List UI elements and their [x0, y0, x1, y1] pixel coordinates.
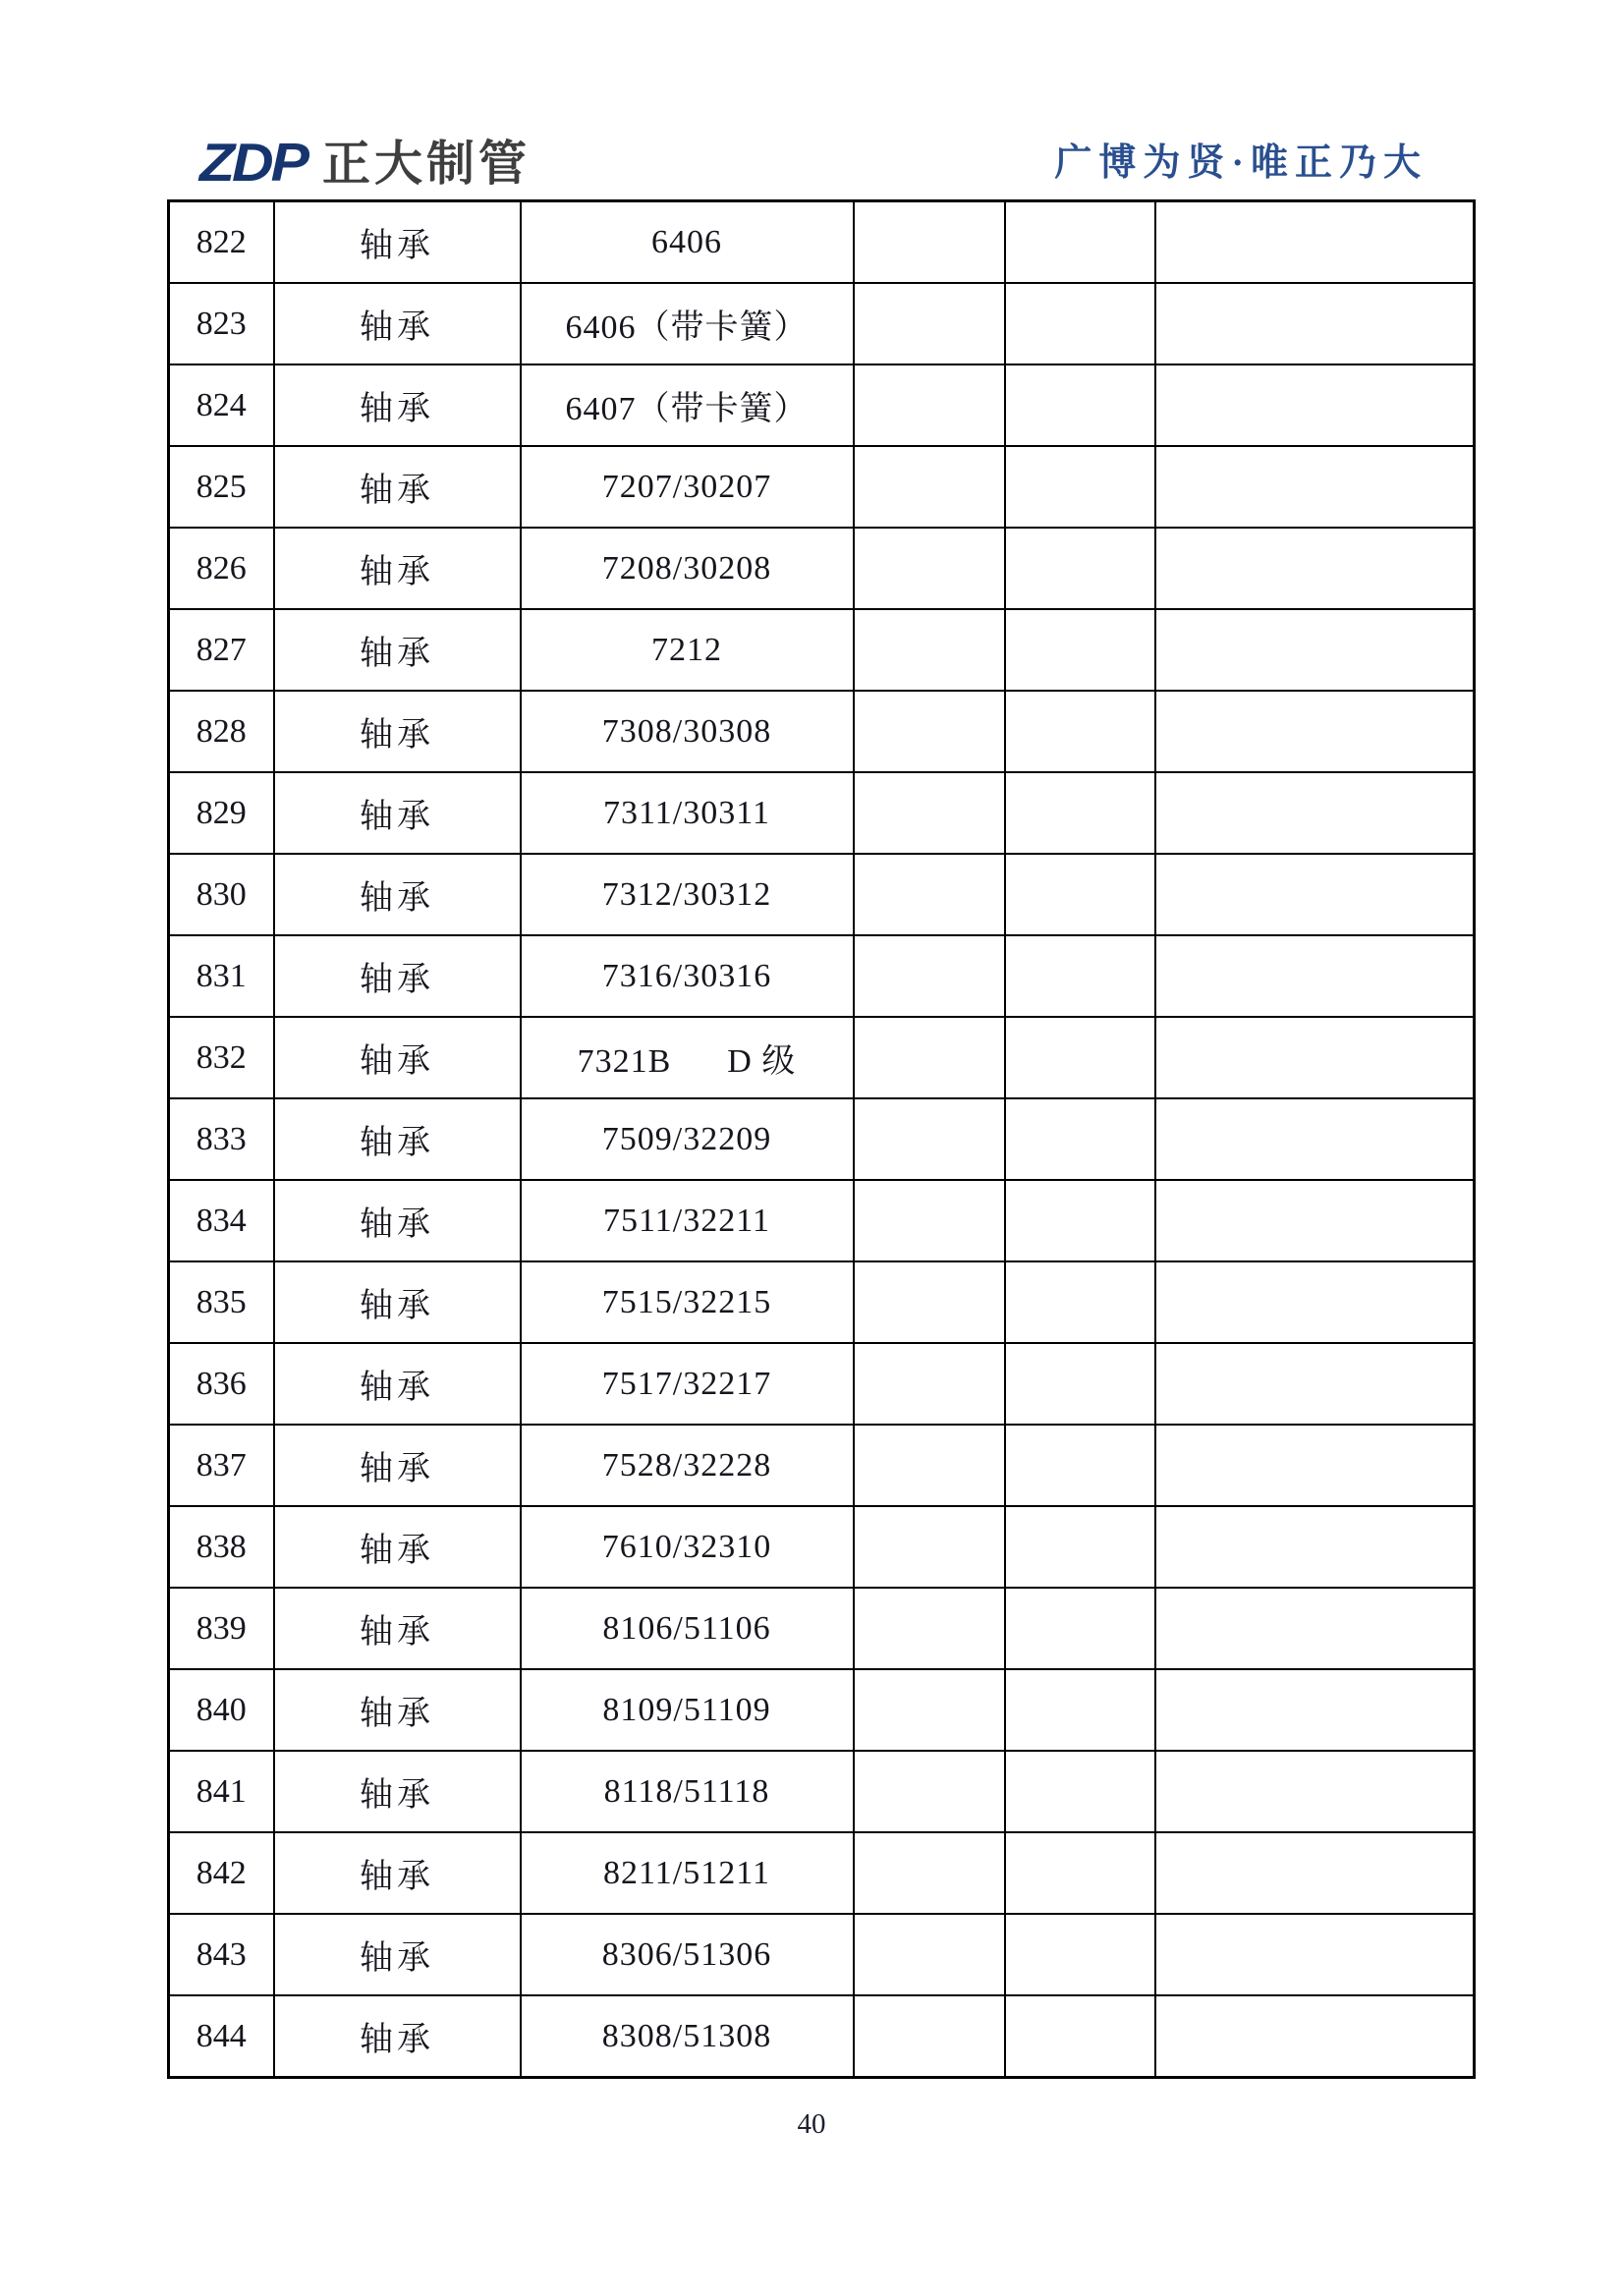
empty-cell: [854, 772, 1005, 854]
row-number-cell: 823: [169, 283, 274, 364]
category-cell: 轴承: [274, 1669, 521, 1751]
empty-cell: [1005, 772, 1155, 854]
category-cell: 轴承: [274, 1017, 521, 1098]
table-row: [169, 935, 1475, 1017]
empty-cell: [854, 854, 1005, 935]
empty-cell: [854, 1506, 1005, 1588]
category-cell: 轴承: [274, 1832, 521, 1914]
row-number-cell: 844: [169, 1995, 274, 2078]
row-number-cell: 828: [169, 691, 274, 772]
model-cell: 7212: [521, 609, 854, 691]
empty-cell: [854, 1995, 1005, 2078]
table-row: [169, 1343, 1475, 1425]
table-row: [169, 201, 1475, 284]
model-cell: 7511/32211: [521, 1180, 854, 1261]
table-row: [169, 1588, 1475, 1669]
model-cell: 7208/30208: [521, 528, 854, 609]
empty-cell: [1155, 772, 1475, 854]
model-cell: 7207/30207: [521, 446, 854, 528]
model-cell: 7312/30312: [521, 854, 854, 935]
table-row: [169, 1914, 1475, 1995]
empty-cell: [854, 1098, 1005, 1180]
parts-table-body: [169, 201, 1475, 2078]
table-row: [169, 1017, 1475, 1098]
row-number-cell: 825: [169, 446, 274, 528]
row-number-cell: 838: [169, 1506, 274, 1588]
model-cell: 8109/51109: [521, 1669, 854, 1751]
category-cell: 轴承: [274, 935, 521, 1017]
empty-cell: [1155, 609, 1475, 691]
row-number-cell: 827: [169, 609, 274, 691]
empty-cell: [854, 1261, 1005, 1343]
model-cell: 7517/32217: [521, 1343, 854, 1425]
empty-cell: [1155, 1995, 1475, 2078]
company-logo: [199, 132, 532, 193]
empty-cell: [1155, 528, 1475, 609]
model-cell: 7308/30308: [521, 691, 854, 772]
table-row: [169, 446, 1475, 528]
empty-cell: [1005, 1669, 1155, 1751]
model-cell: 7610/32310: [521, 1506, 854, 1588]
category-cell: 轴承: [274, 772, 521, 854]
empty-cell: [1155, 935, 1475, 1017]
empty-cell: [1005, 935, 1155, 1017]
row-number-cell: 830: [169, 854, 274, 935]
table-row: [169, 1669, 1475, 1751]
row-number-cell: 832: [169, 1017, 274, 1098]
empty-cell: [854, 201, 1005, 284]
category-cell: 轴承: [274, 1914, 521, 1995]
category-cell: 轴承: [274, 1343, 521, 1425]
empty-cell: [1005, 283, 1155, 364]
model-cell: 7528/32228: [521, 1425, 854, 1506]
row-number-cell: 824: [169, 364, 274, 446]
empty-cell: [1005, 1017, 1155, 1098]
empty-cell: [1155, 1343, 1475, 1425]
category-cell: 轴承: [274, 1588, 521, 1669]
row-number-cell: 831: [169, 935, 274, 1017]
model-cell: 7509/32209: [521, 1098, 854, 1180]
empty-cell: [1155, 1914, 1475, 1995]
table-row: [169, 1832, 1475, 1914]
empty-cell: [854, 446, 1005, 528]
company-name: 正大制管: [322, 138, 532, 191]
empty-cell: [1155, 1017, 1475, 1098]
table-row: [169, 691, 1475, 772]
row-number-cell: 837: [169, 1425, 274, 1506]
table-row: [169, 1261, 1475, 1343]
empty-cell: [1155, 1180, 1475, 1261]
model-cell: 7316/30316: [521, 935, 854, 1017]
row-number-cell: 840: [169, 1669, 274, 1751]
model-cell: 6407（带卡簧）: [521, 364, 854, 446]
category-cell: 轴承: [274, 1261, 521, 1343]
model-cell: 8106/51106: [521, 1588, 854, 1669]
empty-cell: [1005, 364, 1155, 446]
category-cell: 轴承: [274, 283, 521, 364]
row-number-cell: 839: [169, 1588, 274, 1669]
empty-cell: [1005, 1425, 1155, 1506]
table-row: [169, 283, 1475, 364]
empty-cell: [1005, 609, 1155, 691]
category-cell: 轴承: [274, 1506, 521, 1588]
empty-cell: [854, 1669, 1005, 1751]
empty-cell: [1005, 446, 1155, 528]
table-row: [169, 1995, 1475, 2078]
empty-cell: [854, 609, 1005, 691]
empty-cell: [854, 935, 1005, 1017]
empty-cell: [1005, 1261, 1155, 1343]
model-cell: 8308/51308: [521, 1995, 854, 2078]
table-row: [169, 1180, 1475, 1261]
empty-cell: [854, 1751, 1005, 1832]
parts-table: [167, 199, 1476, 2079]
row-number-cell: 835: [169, 1261, 274, 1343]
category-cell: 轴承: [274, 1425, 521, 1506]
table-row: [169, 1098, 1475, 1180]
category-cell: 轴承: [274, 1098, 521, 1180]
page-number: 40: [797, 2108, 826, 2140]
empty-cell: [854, 1832, 1005, 1914]
category-cell: 轴承: [274, 1751, 521, 1832]
empty-cell: [1005, 1832, 1155, 1914]
empty-cell: [1005, 1506, 1155, 1588]
empty-cell: [854, 1017, 1005, 1098]
empty-cell: [1155, 1098, 1475, 1180]
empty-cell: [1155, 1425, 1475, 1506]
model-cell: 7321B D 级: [521, 1017, 854, 1098]
company-slogan: 广博为贤·唯正乃大: [1054, 142, 1427, 184]
empty-cell: [1155, 1832, 1475, 1914]
empty-cell: [854, 1343, 1005, 1425]
empty-cell: [1005, 691, 1155, 772]
empty-cell: [1005, 1180, 1155, 1261]
row-number-cell: 834: [169, 1180, 274, 1261]
empty-cell: [854, 1180, 1005, 1261]
category-cell: 轴承: [274, 364, 521, 446]
row-number-cell: 842: [169, 1832, 274, 1914]
category-cell: 轴承: [274, 691, 521, 772]
row-number-cell: 822: [169, 201, 274, 284]
row-number-cell: 841: [169, 1751, 274, 1832]
empty-cell: [1155, 446, 1475, 528]
zdp-logo-text: ZDP: [199, 133, 307, 193]
empty-cell: [1005, 1588, 1155, 1669]
empty-cell: [854, 1588, 1005, 1669]
empty-cell: [1155, 201, 1475, 284]
category-cell: 轴承: [274, 528, 521, 609]
empty-cell: [854, 691, 1005, 772]
row-number-cell: 829: [169, 772, 274, 854]
table-row: [169, 609, 1475, 691]
empty-cell: [1005, 528, 1155, 609]
empty-cell: [1155, 1751, 1475, 1832]
table-row: [169, 772, 1475, 854]
empty-cell: [1005, 1914, 1155, 1995]
model-cell: 8118/51118: [521, 1751, 854, 1832]
empty-cell: [1005, 854, 1155, 935]
empty-cell: [1155, 854, 1475, 935]
empty-cell: [1005, 1343, 1155, 1425]
empty-cell: [854, 283, 1005, 364]
empty-cell: [854, 1425, 1005, 1506]
empty-cell: [1005, 1751, 1155, 1832]
category-cell: 轴承: [274, 446, 521, 528]
category-cell: 轴承: [274, 1180, 521, 1261]
row-number-cell: 843: [169, 1914, 274, 1995]
row-number-cell: 826: [169, 528, 274, 609]
empty-cell: [1005, 1995, 1155, 2078]
empty-cell: [854, 528, 1005, 609]
model-cell: 6406（带卡簧）: [521, 283, 854, 364]
model-cell: 6406: [521, 201, 854, 284]
model-cell: 7515/32215: [521, 1261, 854, 1343]
model-cell: 8306/51306: [521, 1914, 854, 1995]
model-cell: 7311/30311: [521, 772, 854, 854]
model-cell: 8211/51211: [521, 1832, 854, 1914]
empty-cell: [1155, 1261, 1475, 1343]
empty-cell: [1155, 364, 1475, 446]
empty-cell: [1155, 283, 1475, 364]
table-row: [169, 1751, 1475, 1832]
table-row: [169, 854, 1475, 935]
row-number-cell: 833: [169, 1098, 274, 1180]
category-cell: 轴承: [274, 1995, 521, 2078]
category-cell: 轴承: [274, 201, 521, 284]
category-cell: 轴承: [274, 854, 521, 935]
table-row: [169, 528, 1475, 609]
page-header: [0, 0, 1623, 196]
empty-cell: [1005, 201, 1155, 284]
empty-cell: [1155, 1588, 1475, 1669]
row-number-cell: 836: [169, 1343, 274, 1425]
empty-cell: [854, 1914, 1005, 1995]
table-row: [169, 1506, 1475, 1588]
category-cell: 轴承: [274, 609, 521, 691]
table-row: [169, 1425, 1475, 1506]
empty-cell: [1155, 1669, 1475, 1751]
empty-cell: [1155, 691, 1475, 772]
table-row: [169, 364, 1475, 446]
empty-cell: [854, 364, 1005, 446]
empty-cell: [1155, 1506, 1475, 1588]
empty-cell: [1005, 1098, 1155, 1180]
